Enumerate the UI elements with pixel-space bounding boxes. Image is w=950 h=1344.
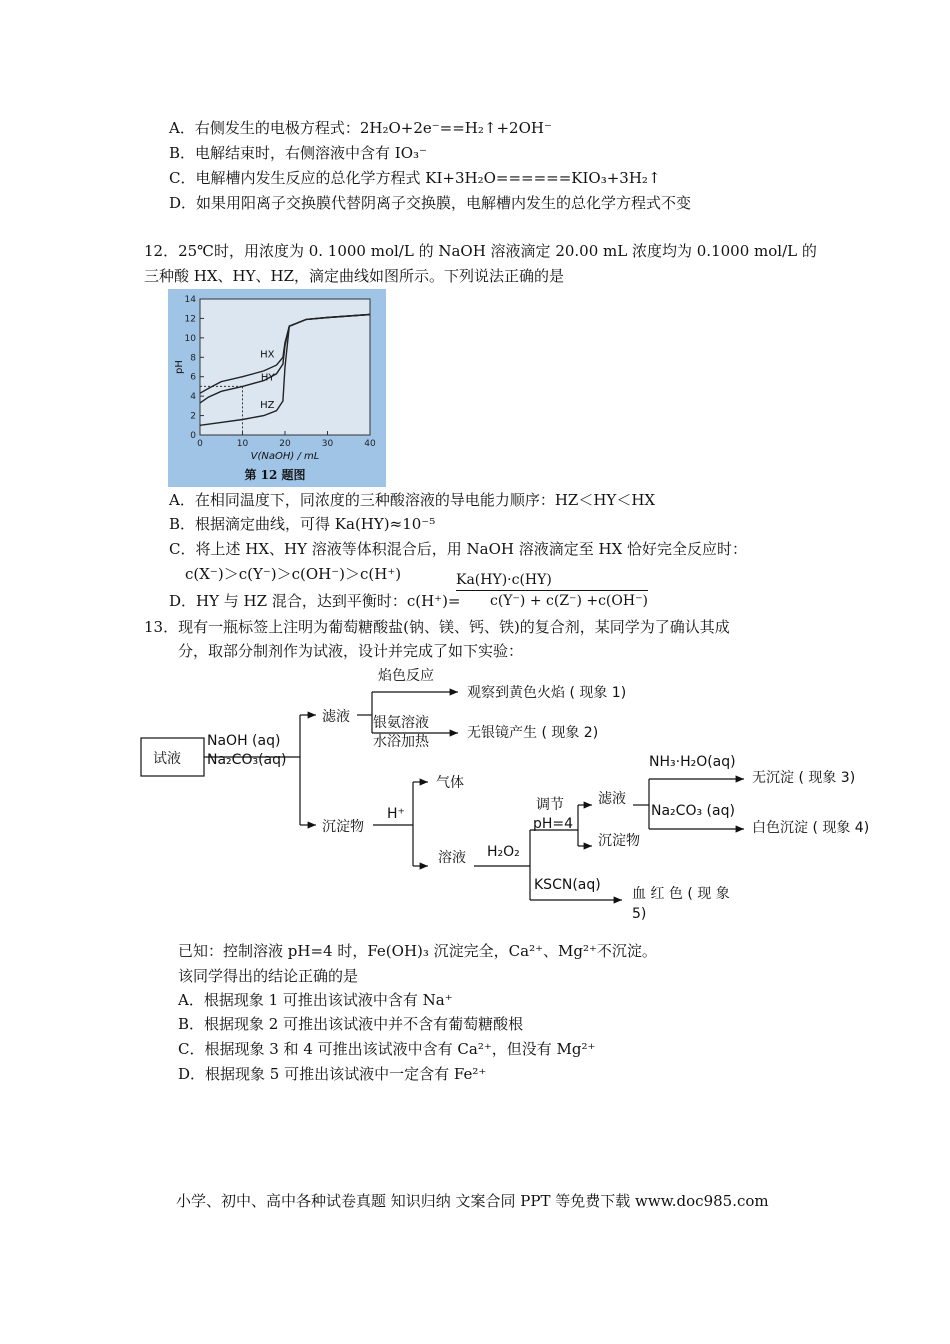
flow-reagent-na2co3: Na₂CO₃(aq)	[207, 752, 287, 768]
q11-option-a: A．右侧发生的电极方程式：2H₂O+2e⁻==H₂↑+2OH⁻	[169, 119, 552, 137]
y-tick-label: 8	[190, 353, 196, 364]
page-footer: 小学、初中、高中各种试卷真题 知识归纳 文案合同 PPT 等免费下载 www.doc985.com	[176, 1192, 769, 1210]
q13-option-b: B．根据现象 2 可推出该试液中并不含有葡萄糖酸根	[178, 1015, 524, 1033]
series-label-hx: HX	[260, 349, 275, 361]
flow-observation-4: 白色沉淀 ( 现象 4)	[752, 820, 870, 836]
y-tick-label: 6	[190, 372, 196, 383]
flow-adjust: 调节	[536, 797, 564, 813]
q11-option-d: D．如果用阳离子交换膜代替阴离子交换膜，电解槽内发生的总化学方程式不变	[169, 194, 692, 212]
q12-option-d: D．HY 与 HZ 混合，达到平衡时：c(H⁺)=	[169, 592, 461, 610]
q11-option-c: C．电解槽内发生反应的总化学方程式 KI+3H₂O======KIO₃+3H₂↑	[169, 169, 661, 187]
chart-caption: 第 12 题图	[244, 468, 306, 482]
flow-reagent-naoh: NaOH (aq)	[207, 733, 281, 749]
q12-option-a: A．在相同温度下，同浓度的三种酸溶液的导电能力顺序：HZ＜HY＜HX	[169, 491, 656, 509]
flow-solution: 溶液	[438, 850, 466, 866]
flow-observation-5: 血 红 色 ( 现 象	[632, 886, 730, 902]
flow-filtrate: 滤液	[322, 709, 350, 725]
y-tick-label: 14	[184, 295, 196, 305]
q11-option-b: B．电解结束时，右侧溶液中含有 IO₃⁻	[169, 144, 427, 162]
flow-kscn: KSCN(aq)	[534, 877, 601, 893]
flow-start-label: 试液	[153, 751, 181, 767]
q13-option-a: A．根据现象 1 可推出该试液中含有 Na⁺	[178, 991, 453, 1009]
flow-observation-1: 观察到黄色火焰 ( 现象 1)	[467, 685, 627, 701]
x-tick-label: 30	[321, 439, 334, 449]
q13-option-d: D．根据现象 5 可推出该试液中一定含有 Fe²⁺	[178, 1065, 487, 1083]
flow-ammonia-water: NH₃·H₂O(aq)	[649, 754, 736, 770]
y-tick-label: 4	[190, 392, 196, 403]
y-tick-label: 10	[184, 333, 196, 344]
series-label-hz: HZ	[260, 399, 275, 411]
q12-option-c-line1: C．将上述 HX、HY 溶液等体积混合后，用 NaOH 溶液滴定至 HX 恰好完全反应时：	[169, 540, 748, 558]
flow-sodium-carbonate: Na₂CO₃ (aq)	[651, 803, 735, 819]
y-tick-label: 12	[184, 314, 196, 325]
y-tick-label: 0	[190, 431, 196, 441]
flow-ph4: pH=4	[533, 816, 574, 832]
q13-option-c: C．根据现象 3 和 4 可推出该试液中含有 Ca²⁺，但没有 Mg²⁺	[178, 1040, 596, 1058]
q13-ask: 该同学得出的结论正确的是	[178, 967, 359, 985]
flow-observation-2: 无银镜产生 ( 现象 2)	[467, 725, 599, 741]
flow-gas: 气体	[436, 775, 464, 791]
flow-water-bath: 水浴加热	[373, 734, 429, 750]
flow-precipitate: 沉淀物	[322, 819, 364, 835]
q13-stem-line1: 13．现有一瓶标签上注明为葡萄糖酸盐(钠、镁、钙、铁)的复合剂，某同学为了确认其成	[144, 618, 730, 636]
q12-stem-line1: 12．25℃时，用浓度为 0. 1000 mol/L 的 NaOH 溶液滴定 20.00 mL 浓度均为 0.1000 mol/L 的	[144, 242, 817, 260]
q12-d-numerator: Ka(HY)·c(HY)	[456, 572, 552, 588]
x-axis-label: V(NaOH) / mL	[250, 451, 320, 462]
flow-observation-3: 无沉淀 ( 现象 3)	[752, 770, 856, 786]
series-label-hy: HY	[260, 372, 275, 384]
flow-precipitate-2: 沉淀物	[598, 833, 640, 849]
flow-flame-test: 焰色反应	[378, 668, 434, 684]
q12-option-c-line2: c(X⁻)＞c(Y⁻)＞c(OH⁻)＞c(H⁺)	[185, 565, 402, 583]
flow-h2o2: H₂O₂	[487, 844, 520, 860]
x-tick-label: 10	[236, 439, 249, 449]
y-axis-label: pH	[174, 360, 185, 374]
q12-stem-line2: 三种酸 HX、HY、HZ，滴定曲线如图所示。下列说法正确的是	[144, 267, 565, 285]
y-tick-label: 2	[190, 411, 196, 422]
x-tick-label: 0	[197, 439, 203, 449]
q12-d-denominator: c(Y⁻) + c(Z⁻) +c(OH⁻)	[490, 593, 648, 609]
q12-option-b: B．根据滴定曲线，可得 Ka(HY)≈10⁻⁵	[169, 515, 436, 533]
flow-filtrate-2: 滤液	[598, 791, 626, 807]
q13-stem-line2: 分，取部分制剂作为试液，设计并完成了如下实验：	[178, 642, 524, 660]
flow-observation-5-end: 5)	[632, 906, 647, 922]
q13-known: 已知：控制溶液 pH=4 时，Fe(OH)₃ 沉淀完全，Ca²⁺、Mg²⁺不沉淀。	[178, 942, 657, 960]
flow-silver-ammonia: 银氨溶液	[373, 715, 429, 731]
flow-acid: H⁺	[387, 806, 405, 822]
x-tick-label: 40	[364, 439, 376, 449]
x-tick-label: 20	[279, 439, 291, 449]
